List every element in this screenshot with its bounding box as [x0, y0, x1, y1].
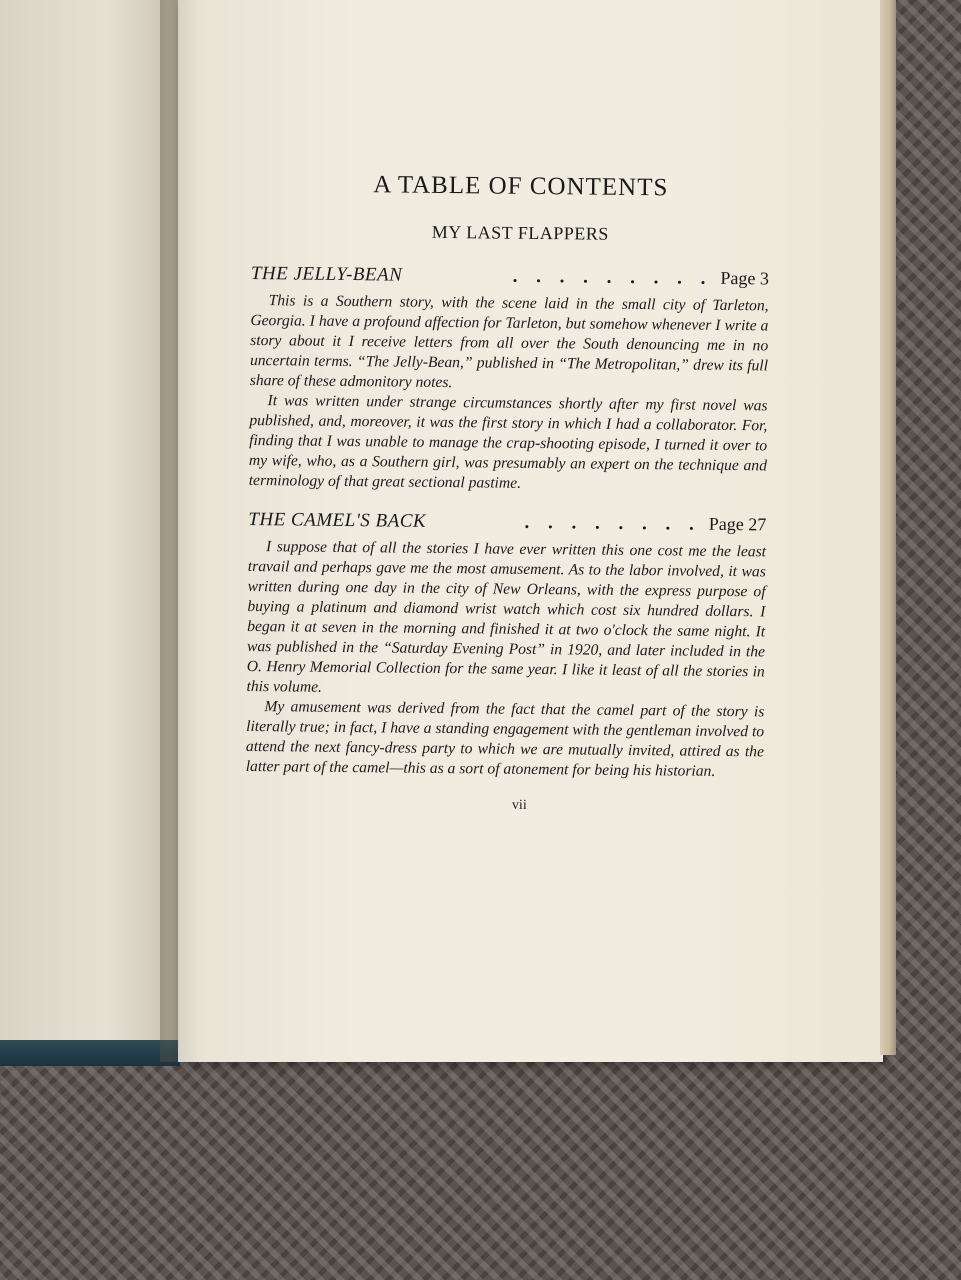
left-page: [0, 0, 178, 1060]
story-entry-jelly-bean: [249, 263, 769, 496]
story-entry-camels-back: [246, 509, 767, 782]
story-title: THE JELLY-BEAN: [250, 262, 403, 286]
story-heading: [251, 263, 769, 290]
dot-leader: . . . . . . . .: [524, 511, 701, 535]
section-title: MY LAST FLAPPERS: [431, 221, 609, 244]
story-heading: [248, 509, 766, 536]
story-paragraph: It was written under strange circumstances shortly after my first novel was published, and, moreover, it was the first story in which I had a collaborator. For, finding that I was unable to manage the crap-shooting episode, I turned it over to my wife, who, as a Southern girl, was presumably an expert on the technique and terminology of that great sectional pastime.: [248, 392, 768, 492]
dot-leader: . . . . . . . . .: [512, 265, 713, 289]
page-reference: Page 3: [720, 267, 769, 289]
page-reference: Page 27: [708, 513, 767, 535]
page-title: A TABLE OF CONTENTS: [373, 171, 669, 202]
story-paragraph: My amusement was derived from the fact that the camel part of the story is literally true; in fact, I have a standing engagement with the gentleman involved to attend the next fancy-dress party to which we are mutually invited, attired as the latter part of the camel—this as a sort of atonement for being his historian.: [245, 698, 765, 780]
contents-text: [245, 170, 770, 816]
story-title: THE CAMEL'S BACK: [248, 508, 427, 532]
story-paragraph: I suppose that of all the stories I have ever written this one cost me the least travail and perhaps gave me the most amusement. As to the labor involved, it was written during one day in the city of New Orleans, with the express purpose of buying a platinum and diamond wrist watch which cost six hundred dollars. I began it at seven in the morning and finished it at two o'clock the same night. It was published in the “Saturday Evening Post” in 1920, and later included in the O. Henry Memorial Collection for the same year. I like it least of all the stories in this volume.: [246, 538, 767, 696]
book-gutter: [160, 0, 200, 1062]
page-number: vii: [511, 797, 527, 813]
book-cover-edge: [0, 1040, 180, 1066]
story-paragraph: This is a Southern story, with the scene laid in the small city of Tarleton, Georgia. I have a profound affection for Tarleton, but somehow whenever I write a story about it I receive letters from all over the South denouncing me in no uncertain terms. “The Jelly-Bean,” published in “The Metropolitan,” drew its full share of these admonitory notes.: [249, 292, 769, 392]
page-edges: [880, 0, 896, 1055]
